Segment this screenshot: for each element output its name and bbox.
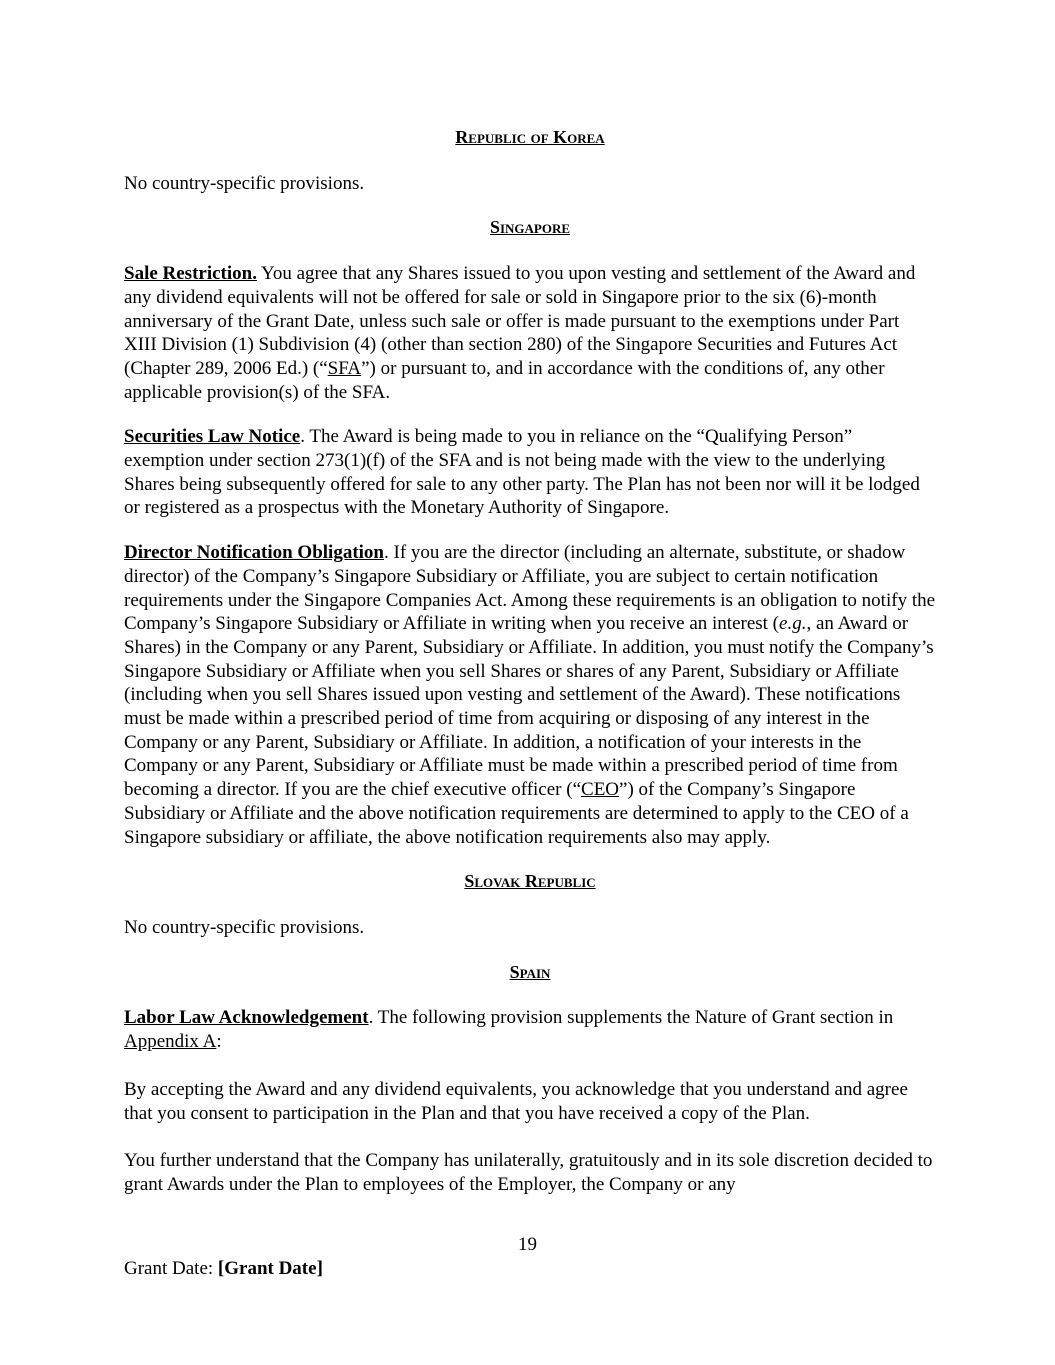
securities-law-title: Securities Law Notice	[124, 426, 301, 448]
heading-korea: Republic of Korea	[455, 127, 605, 147]
page-number: 19	[518, 1234, 537, 1255]
labor-law-text-a: . The following provision supplements the Nature of Grant section in	[368, 1007, 894, 1029]
korea-text: No country-specific provisions.	[124, 172, 365, 194]
sale-restriction-paragraph	[124, 262, 936, 404]
director-text-a: . If you are the director (including an alternate, substitute, or shadow director) of the Company’s Singapore Subsidiary or Affiliate, you are subject to certain notification requirements under the Singapore Companies Act. Among these requirements is an obligation to notify the Company’s Singapore Subsidiary or Affiliate in writing when you receive an interest (	[124, 542, 936, 635]
securities-law-text: . The Award is being made to you in reliance on the “Qualifying Person” exemption under section 273(1)(f) of the SFA and is not being made with the view to the underlying Shares being subsequently offered for sale to any other party. The Plan has not been nor will it be lodged or registered as a prospectus with the Monetary Authority of Singapore.	[124, 426, 920, 519]
spain-paragraph-1: By accepting the Award and any dividend equivalents, you acknowledge that you understand and agree that you consent to participation in the Plan and that you have received a copy of the Plan.	[124, 1078, 908, 1124]
sale-restriction-text-b: ”) or pursuant to, and in accordance with the conditions of, any other applicable provision(s) of the SFA.	[124, 357, 885, 403]
footer-label: Grant Date:	[124, 1258, 218, 1279]
heading-slovak: Slovak Republic	[464, 871, 596, 892]
heading-spain: Spain	[509, 961, 551, 982]
director-text-c: ”) of the Company’s Singapore Subsidiary or Affiliate and the above notification requirements are determined to apply to the CEO of a Singapore subsidiary or affiliate, the above notification requirements also may apply.	[124, 779, 909, 848]
page-content	[124, 126, 936, 1197]
director-title: Director Notification Obligation	[124, 542, 384, 564]
heading-singapore: Singapore	[489, 217, 571, 238]
labor-law-title: Labor Law Acknowledgement	[124, 1007, 369, 1029]
slovak-text: No country-specific provisions.	[124, 916, 365, 938]
eg-term: e.g.	[779, 613, 807, 635]
director-text-b: , an Award or Shares) in the Company or any Parent, Subsidiary or Affiliate. In addition, you must notify the Company’s Singapore Subsidiary or Affiliate when you sell Shares or shares of any Parent, Subsidiary or Affiliate (including when you sell Shares issued upon vesting and settlement of the Award). These notifications must be made within a prescribed period of time from acquiring or disposing of any interest in the Company or any Parent, Subsidiary or Affiliate. In addition, a notification of your interests in the Company or any Parent, Subsidiary or Affiliate must be made within a prescribed period of time from becoming a director. If you are the chief executive officer (“	[124, 613, 934, 801]
director-paragraph	[124, 541, 936, 849]
sale-restriction-text-a: You agree that any Shares issued to you upon vesting and settlement of the Award and any dividend equivalents will not be offered for sale or sold in Singapore prior to the six (6)-month anniversary of the Grant Date, unless such sale or offer is made pursuant to the exemptions under Part XIII Division (1) Subdivision (4) (other than section 280) of the Singapore Securities and Futures Act (Chapter 289, 2006 Ed.) (“	[124, 263, 916, 379]
securities-law-paragraph	[124, 425, 936, 520]
appendix-a-reference: Appendix A	[124, 1031, 217, 1053]
ceo-term: CEO	[581, 779, 620, 801]
spain-paragraph-2: You further understand that the Company has unilaterally, gratuitously and in its sole discretion decided to grant Awards under the Plan to employees of the Employer, the Company or any	[124, 1150, 933, 1195]
sfa-term: SFA	[327, 357, 362, 379]
footer-grant-date: [Grant Date]	[217, 1258, 323, 1279]
sale-restriction-title: Sale Restriction.	[124, 263, 257, 285]
labor-law-paragraph	[124, 1006, 936, 1053]
labor-law-text-b: :	[216, 1031, 222, 1053]
footer	[124, 1257, 323, 1281]
